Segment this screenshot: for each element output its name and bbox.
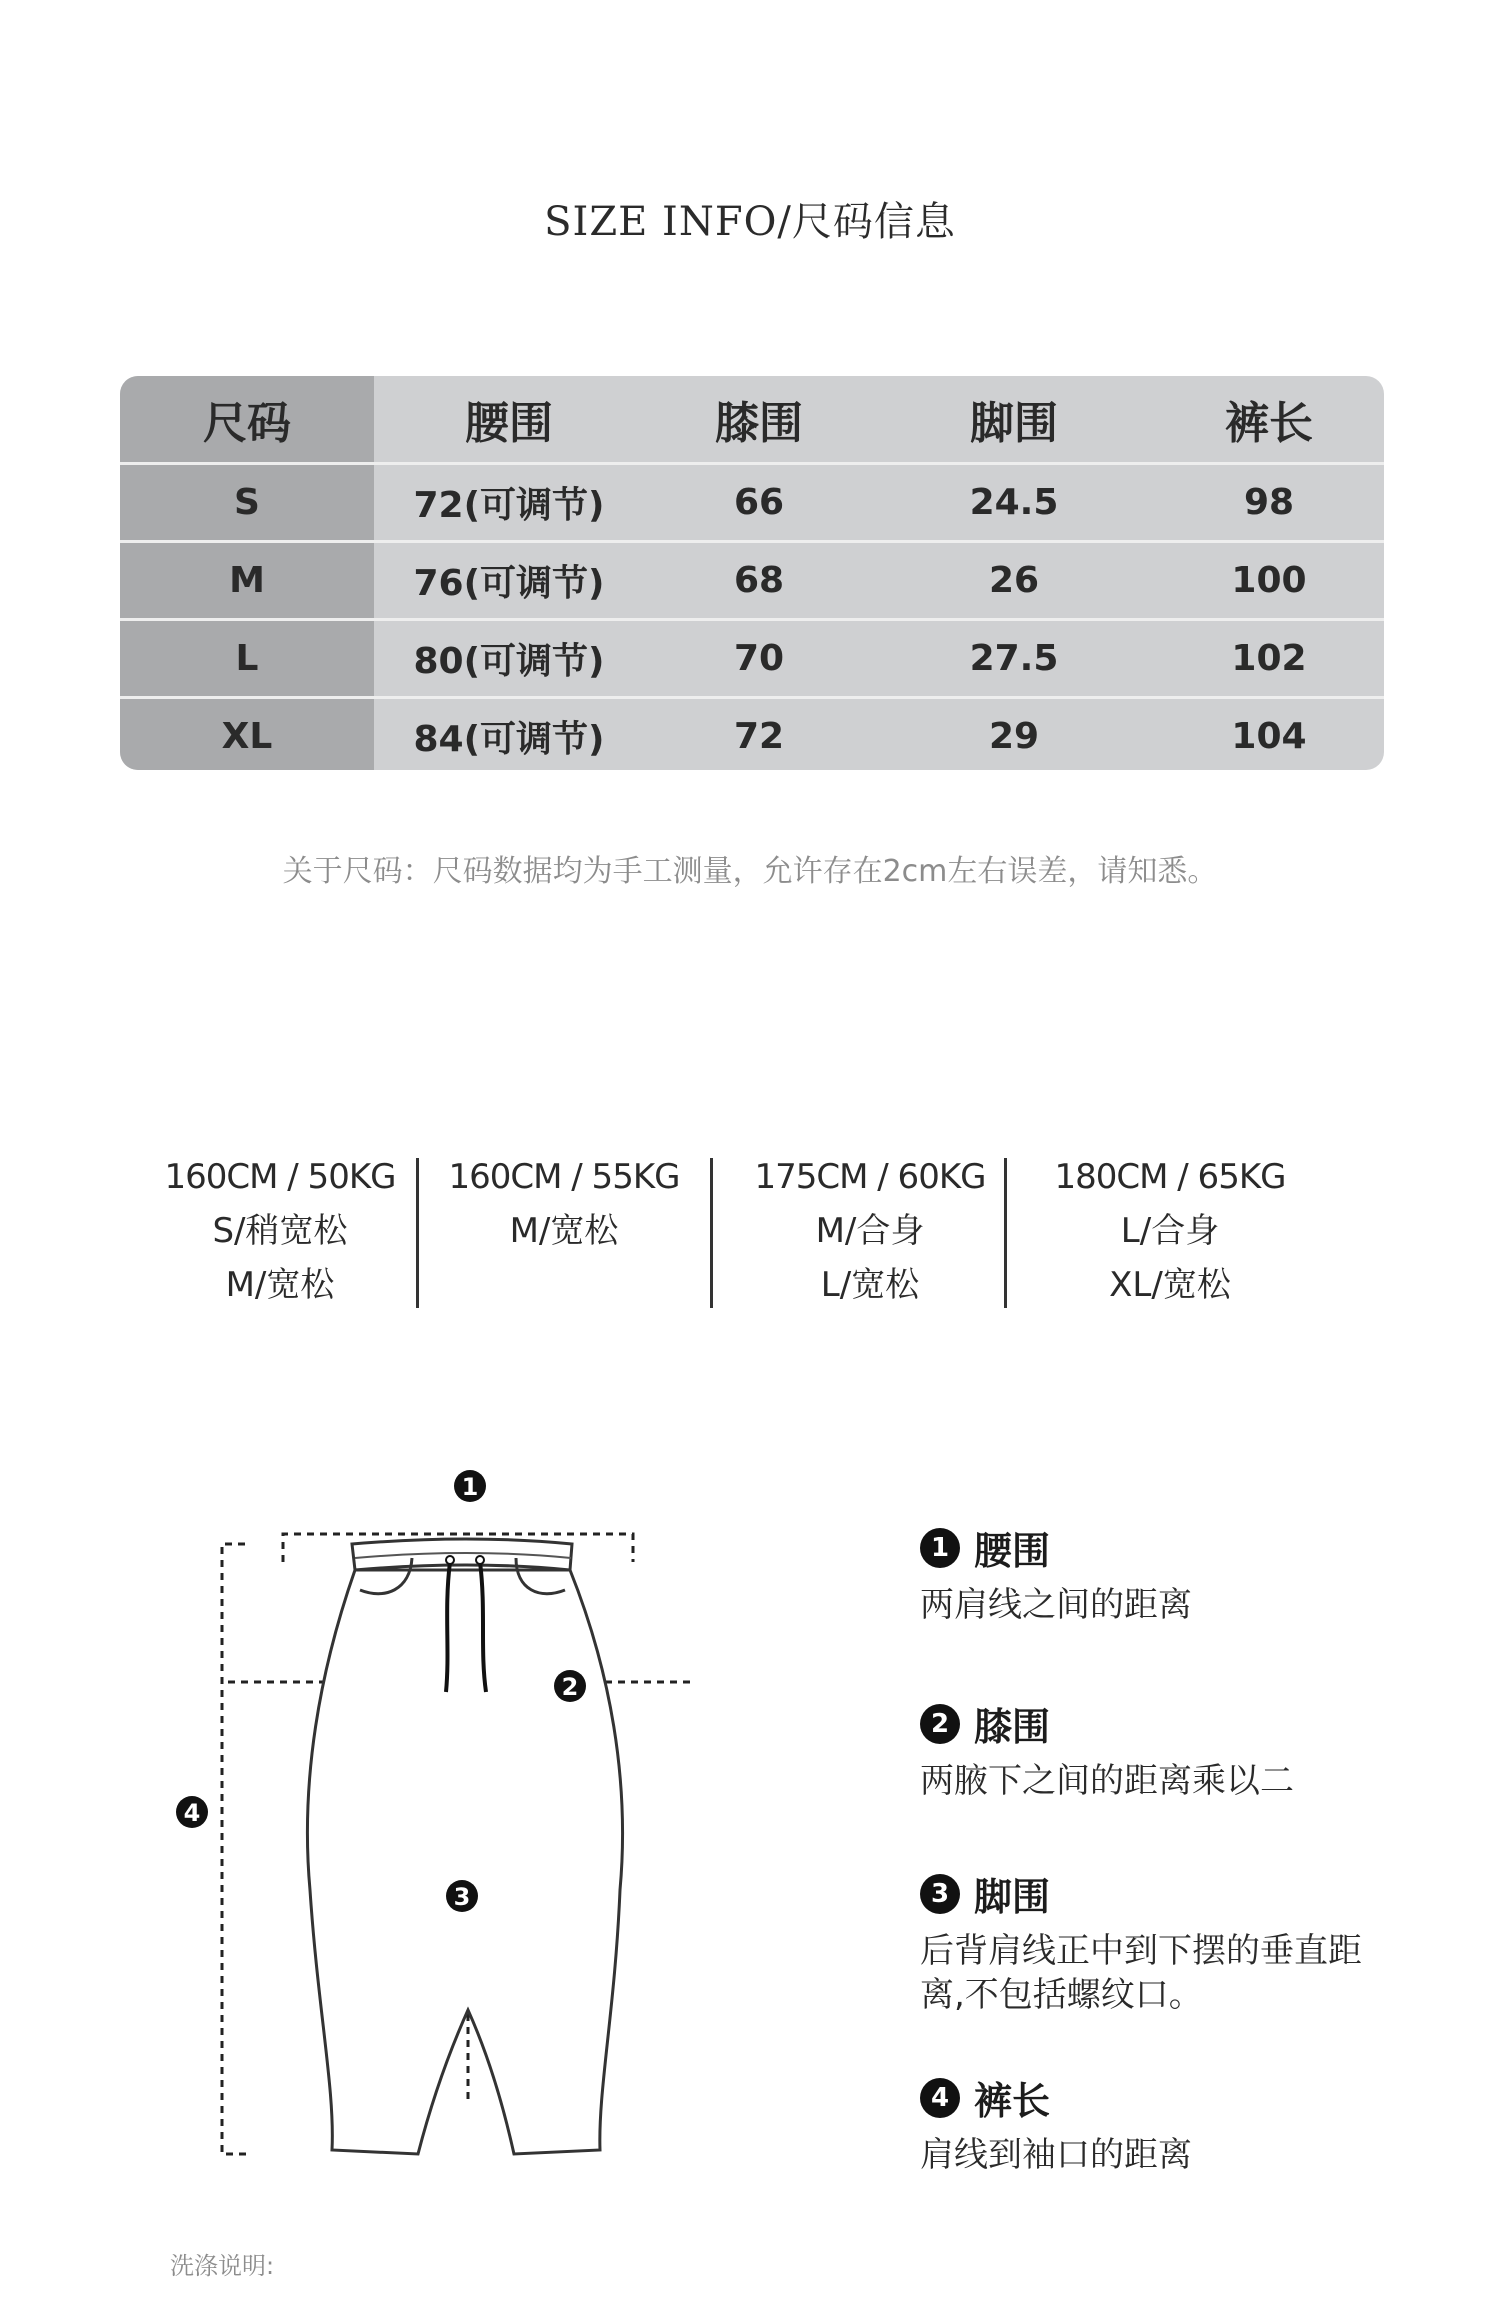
marker-2-icon [554, 1670, 586, 1702]
divider [710, 1158, 713, 1308]
table-cell: M [229, 560, 265, 601]
header-hem: 脚围 [970, 398, 1058, 449]
table-cell: 68 [733, 560, 785, 601]
table-cell: XL [221, 716, 273, 757]
legend-description: 两腋下之间的距离乘以二 [920, 1761, 1294, 1801]
table-cell: 72 [733, 716, 785, 757]
length-measure-line [222, 1544, 248, 2154]
table-cell: 76(可调节) [413, 563, 605, 604]
svg-text:4: 4 [183, 1799, 201, 1827]
table-cell: 29 [988, 716, 1040, 757]
legend-description: 两肩线之间的距离 [920, 1585, 1192, 1625]
table-row [120, 618, 1384, 696]
table-header-row [120, 376, 1384, 462]
recommendation-stature: 160CM / 55KG [448, 1157, 680, 1197]
table-cell: L [235, 638, 259, 679]
marker-4-icon [176, 1796, 208, 1828]
marker-3-icon [446, 1880, 478, 1912]
header-size: 尺码 [203, 398, 291, 449]
pants-outline [307, 1570, 622, 2154]
legend-title: 腰围 [974, 1529, 1051, 1573]
header-knee: 膝围 [715, 398, 803, 449]
recommendation-stature: 175CM / 60KG [754, 1157, 986, 1197]
marker-1-icon [454, 1470, 486, 1502]
recommendation-1 [150, 1150, 410, 1312]
recommendation-fit: S/稍宽松 [212, 1211, 348, 1251]
number-2-icon: 2 [920, 1704, 960, 1744]
table-cell: 102 [1231, 638, 1307, 679]
legend-description: 后背肩线正中到下摆的垂直距离,不包括螺纹口。 [920, 1931, 1362, 2015]
table-cell: 24.5 [969, 482, 1059, 523]
table-row [120, 696, 1384, 770]
number-4-icon: 4 [920, 2078, 960, 2118]
table-row [120, 462, 1384, 540]
size-note: 关于尺码：尺码数据均为手工测量，允许存在2cm左右误差，请知悉。 [282, 854, 1218, 889]
recommendation-2 [434, 1150, 694, 1258]
legend-item-waist [920, 1520, 1380, 1627]
table-cell: 98 [1243, 482, 1295, 523]
table-cell: S [234, 482, 260, 523]
svg-text:3: 3 [453, 1883, 471, 1911]
table-cell: 70 [733, 638, 785, 679]
recommendation-stature: 180CM / 65KG [1054, 1157, 1286, 1197]
page-title: SIZE INFO/尺码信息 [544, 199, 956, 245]
table-cell: 84(可调节) [413, 719, 605, 760]
table-cell: 26 [988, 560, 1040, 601]
divider [1004, 1158, 1007, 1308]
legend-title: 裤长 [974, 2079, 1051, 2123]
recommendation-4 [1030, 1150, 1310, 1312]
table-row [120, 540, 1384, 618]
pants-line-drawing-icon [150, 1450, 710, 2190]
recommendation-fit: XL/宽松 [1109, 1265, 1231, 1305]
svg-text:1: 1 [461, 1473, 479, 1501]
table-cell: 66 [733, 482, 785, 523]
recommendation-fit: L/合身 [1120, 1211, 1220, 1251]
legend-item-knee [920, 1696, 1380, 1803]
number-1-icon: 1 [920, 1528, 960, 1568]
legend-item-length [920, 2070, 1380, 2177]
recommendation-3 [740, 1150, 1000, 1312]
legend-title: 膝围 [974, 1705, 1051, 1749]
recommendation-fit: M/宽松 [225, 1265, 335, 1305]
size-table [120, 376, 1384, 770]
table-cell: 80(可调节) [413, 641, 605, 682]
number-3-icon: 3 [920, 1874, 960, 1914]
table-cell: 100 [1231, 560, 1307, 601]
header-waist: 腰围 [465, 398, 553, 449]
recommendation-stature: 160CM / 50KG [164, 1157, 396, 1197]
table-cell: 72(可调节) [413, 485, 605, 526]
table-cell: 104 [1231, 716, 1307, 757]
recommendation-fit: M/合身 [815, 1211, 925, 1251]
table-cell: 27.5 [969, 638, 1059, 679]
legend-title: 脚围 [974, 1875, 1051, 1919]
divider [416, 1158, 419, 1308]
svg-text:2: 2 [561, 1673, 579, 1701]
legend-description: 肩线到袖口的距离 [920, 2135, 1192, 2175]
recommendation-fit: M/宽松 [509, 1211, 619, 1251]
header-length: 裤长 [1225, 398, 1313, 449]
legend-item-hem [920, 1866, 1380, 2017]
size-recommendations [150, 1150, 1310, 1310]
wash-instructions-label: 洗涤说明: [170, 2252, 275, 2280]
recommendation-fit: L/宽松 [820, 1265, 920, 1305]
